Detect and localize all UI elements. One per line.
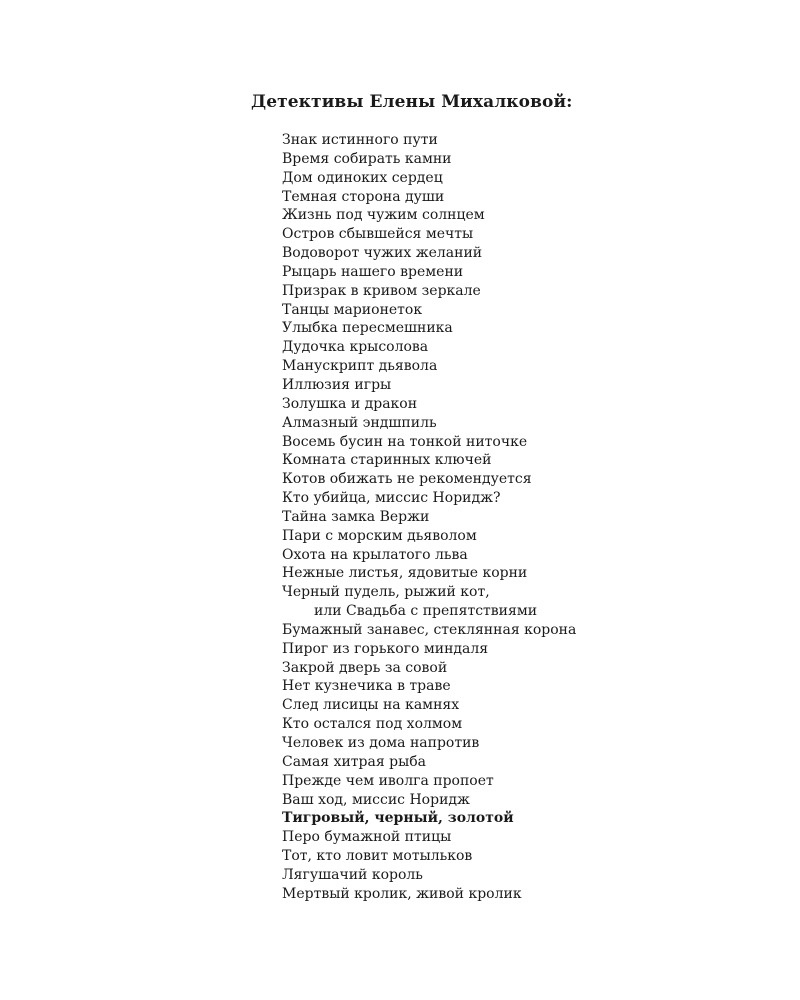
- book-title: Время собирать камни: [282, 150, 452, 167]
- book-title: Кто остался под холмом: [282, 716, 463, 733]
- book-title: Остров сбывшейся мечты: [282, 226, 474, 243]
- book-title: Алмазный эндшпиль: [282, 414, 437, 431]
- book-title: Золушка и дракон: [282, 395, 418, 412]
- book-title: Перо бумажной птицы: [282, 829, 452, 846]
- book-title: Манускрипт дьявола: [282, 358, 438, 375]
- book-title: Ваш ход, миссис Норидж: [282, 791, 470, 808]
- book-title: Рыцарь нашего времени: [282, 263, 464, 280]
- book-title: Иллюзия игры: [282, 376, 392, 393]
- book-title: Кто убийца, миссис Норидж?: [282, 490, 501, 507]
- book-title: Закрой дверь за совой: [282, 659, 448, 676]
- book-title: Тот, кто ловит мотыльков: [282, 848, 473, 865]
- book-title: Комната старинных ключей: [282, 452, 492, 469]
- book-title: След лисицы на камнях: [282, 697, 460, 714]
- book-title: Нежные листья, ядовитые корни: [282, 565, 528, 582]
- book-title: Пари с морским дьяволом: [282, 527, 477, 544]
- book-title: Дудочка крысолова: [282, 339, 429, 356]
- book-title: Бумажный занавес, стеклянная корона: [282, 621, 577, 638]
- book-title: Лягушачий король: [282, 866, 423, 883]
- book-title: Самая хитрая рыба: [282, 753, 427, 770]
- book-title: Прежде чем иволга пропоет: [282, 772, 494, 789]
- book-title: Котов обижать не рекомендуется: [282, 471, 532, 488]
- book-title: Черный пудель, рыжий кот,: [282, 584, 490, 601]
- book-title: Знак истинного пути: [282, 132, 438, 148]
- book-title: Охота на крылатого льва: [282, 546, 468, 563]
- book-title: Мертвый кролик, живой кролик: [282, 885, 522, 902]
- book-title: Пирог из горького миндаля: [282, 640, 489, 657]
- book-list: [282, 131, 576, 904]
- book-title: Улыбка пересмешника: [282, 320, 453, 337]
- page-title: Детективы Елены Михалковой:: [251, 92, 573, 112]
- book-title: Нет кузнечика в траве: [282, 678, 451, 695]
- book-title: Человек из дома напротив: [282, 735, 480, 751]
- book-title: Танцы марионеток: [282, 301, 423, 318]
- book-title: или Свадьба с препятствиями: [314, 603, 538, 620]
- book-title: Водоворот чужих желаний: [282, 245, 483, 262]
- book-title: Восемь бусин на тонкой ниточке: [282, 433, 528, 450]
- book-title: Дом одиноких сердец: [282, 169, 443, 186]
- book-title: Темная сторона души: [282, 188, 445, 205]
- book-title: Тигровый, черный, золотой: [282, 810, 514, 827]
- book-title: Призрак в кривом зеркале: [282, 282, 481, 299]
- book-title: Жизнь под чужим солнцем: [282, 207, 485, 224]
- book-title: Тайна замка Вержи: [282, 508, 430, 525]
